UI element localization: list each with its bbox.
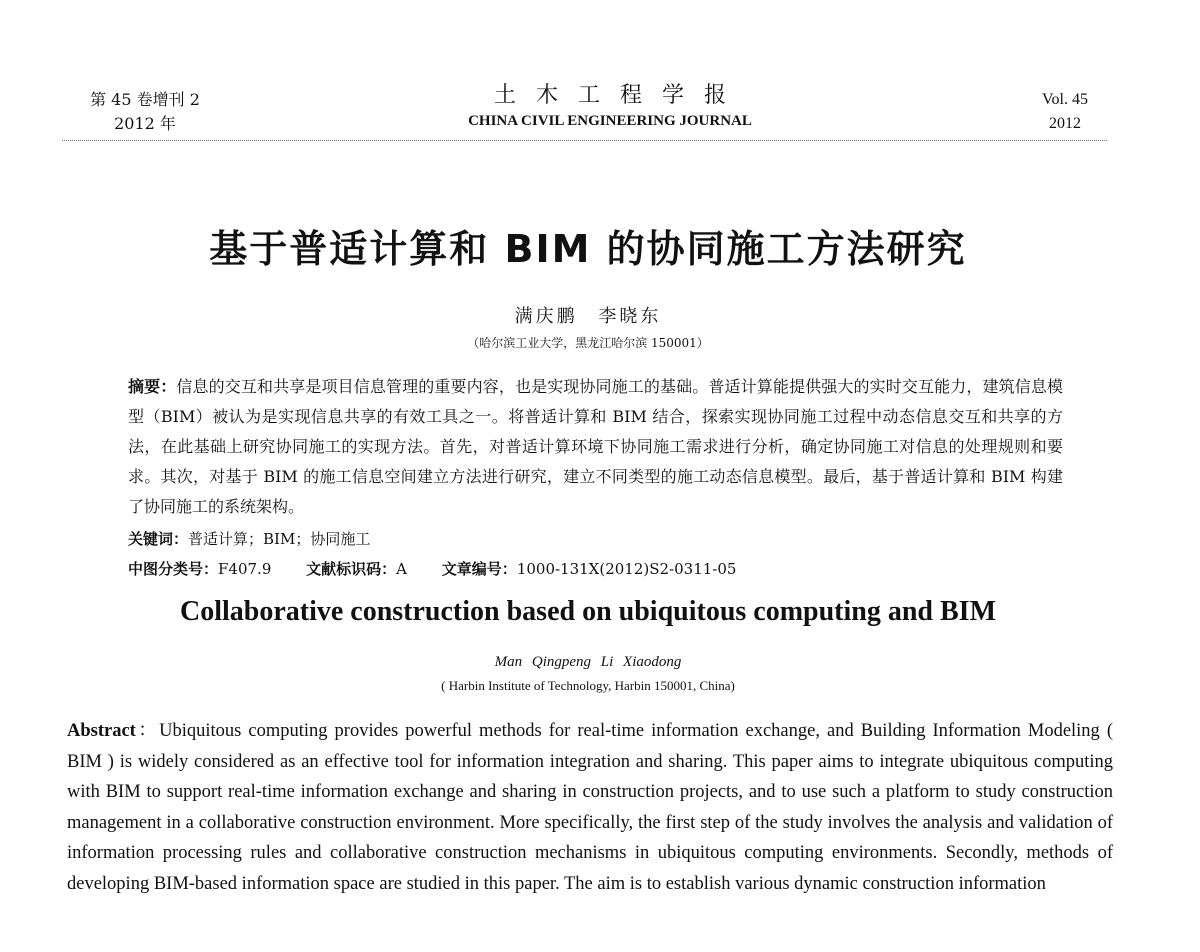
abstract-en-label: Abstract xyxy=(67,721,136,741)
article-number-label: 文章编号： xyxy=(441,560,517,578)
classification-line xyxy=(128,558,736,579)
header-volume-info xyxy=(80,88,210,136)
clc-value: F407.9 xyxy=(218,560,272,578)
doc-code-value: A xyxy=(396,560,408,578)
header-volume-en xyxy=(1020,88,1110,136)
abstract-en-colon: ： xyxy=(135,721,160,741)
abstract-cn-text: 信息的交互和共享是项目信息管理的重要内容，也是实现协同施工的基础。普适计算能提供强大的实时交互能力，建筑信息模型（BIM）被认为是实现信息共享的有效工具之一。将普适计算和 BIM 结合，探索实现协同施工过程中动态信息交互和共享的方法，在此基础上研究协同施工的实现方法。首先，对普适计算环境下协同施工需求进行分析，确定协同施工对信息的处理规则和要求。其次，对基于 BIM 的施工信息空间建立方法进行研究，建立不同类型的施工动态信息模型。最后，基于普适计算和 BIM 构建了协同施工的系统架构。 xyxy=(128,377,1063,516)
abstract-cn-label: 摘要： xyxy=(128,377,177,396)
paper-title-cn: 基于普适计算和 BIM 的协同施工方法研究 xyxy=(209,227,967,271)
doc-code-label: 文献标识码： xyxy=(306,560,397,578)
authors-en: Man Qingpeng Li Xiaodong xyxy=(494,654,682,670)
paper-title-en: Collaborative construction based on ubiquitous computing and BIM xyxy=(179,596,997,627)
authors-cn: 满庆鹏 李晓东 xyxy=(514,306,662,327)
abstract-cn xyxy=(128,372,1063,522)
clc-label: 中图分类号： xyxy=(128,560,219,578)
header-rule xyxy=(62,140,1107,141)
affiliation-cn: （哈尔滨工业大学，黑龙江哈尔滨 150001） xyxy=(467,336,709,350)
header-year-cn: 2012 年 xyxy=(114,114,176,133)
keywords-label: 关键词： xyxy=(128,530,189,548)
abstract-en-text: Ubiquitous computing provides powerful methods for real-time information exchange, and Building Information Modeling ( BIM ) is widely considered as an effective tool for information integration and sharing. This paper aims to integrate ubiquitous computing with BIM to support real-time information exchange and sharing in construction projects, and to use such a platform to study construction management in a collaborative construction environment. More specifically, the first step of the study involves the analysis and validation of information processing rules and collaborative construction mechanisms in ubiquitous computing environments. Secondly, methods of developing BIM-based information space are studied in this paper. The aim is to establish various dynamic construction information xyxy=(67,721,1113,894)
header-year-en: 2012 xyxy=(1049,115,1081,132)
journal-name-en: CHINA CIVIL ENGINEERING JOURNAL xyxy=(468,113,752,129)
journal-masthead xyxy=(380,82,840,132)
journal-name-cn: 土木工程学报 xyxy=(493,83,746,108)
header-vol: Vol. 45 xyxy=(1042,91,1088,108)
affiliation-en: ( Harbin Institute of Technology, Harbin 150001, China) xyxy=(441,678,735,693)
abstract-en xyxy=(67,716,1113,899)
header-volume-issue: 第 45 卷增刊 2 xyxy=(90,90,200,109)
keywords-cn xyxy=(128,528,370,549)
article-number-value: 1000-131X(2012)S2-0311-05 xyxy=(516,560,737,578)
keywords-text: 普适计算；BIM；协同施工 xyxy=(188,530,371,548)
